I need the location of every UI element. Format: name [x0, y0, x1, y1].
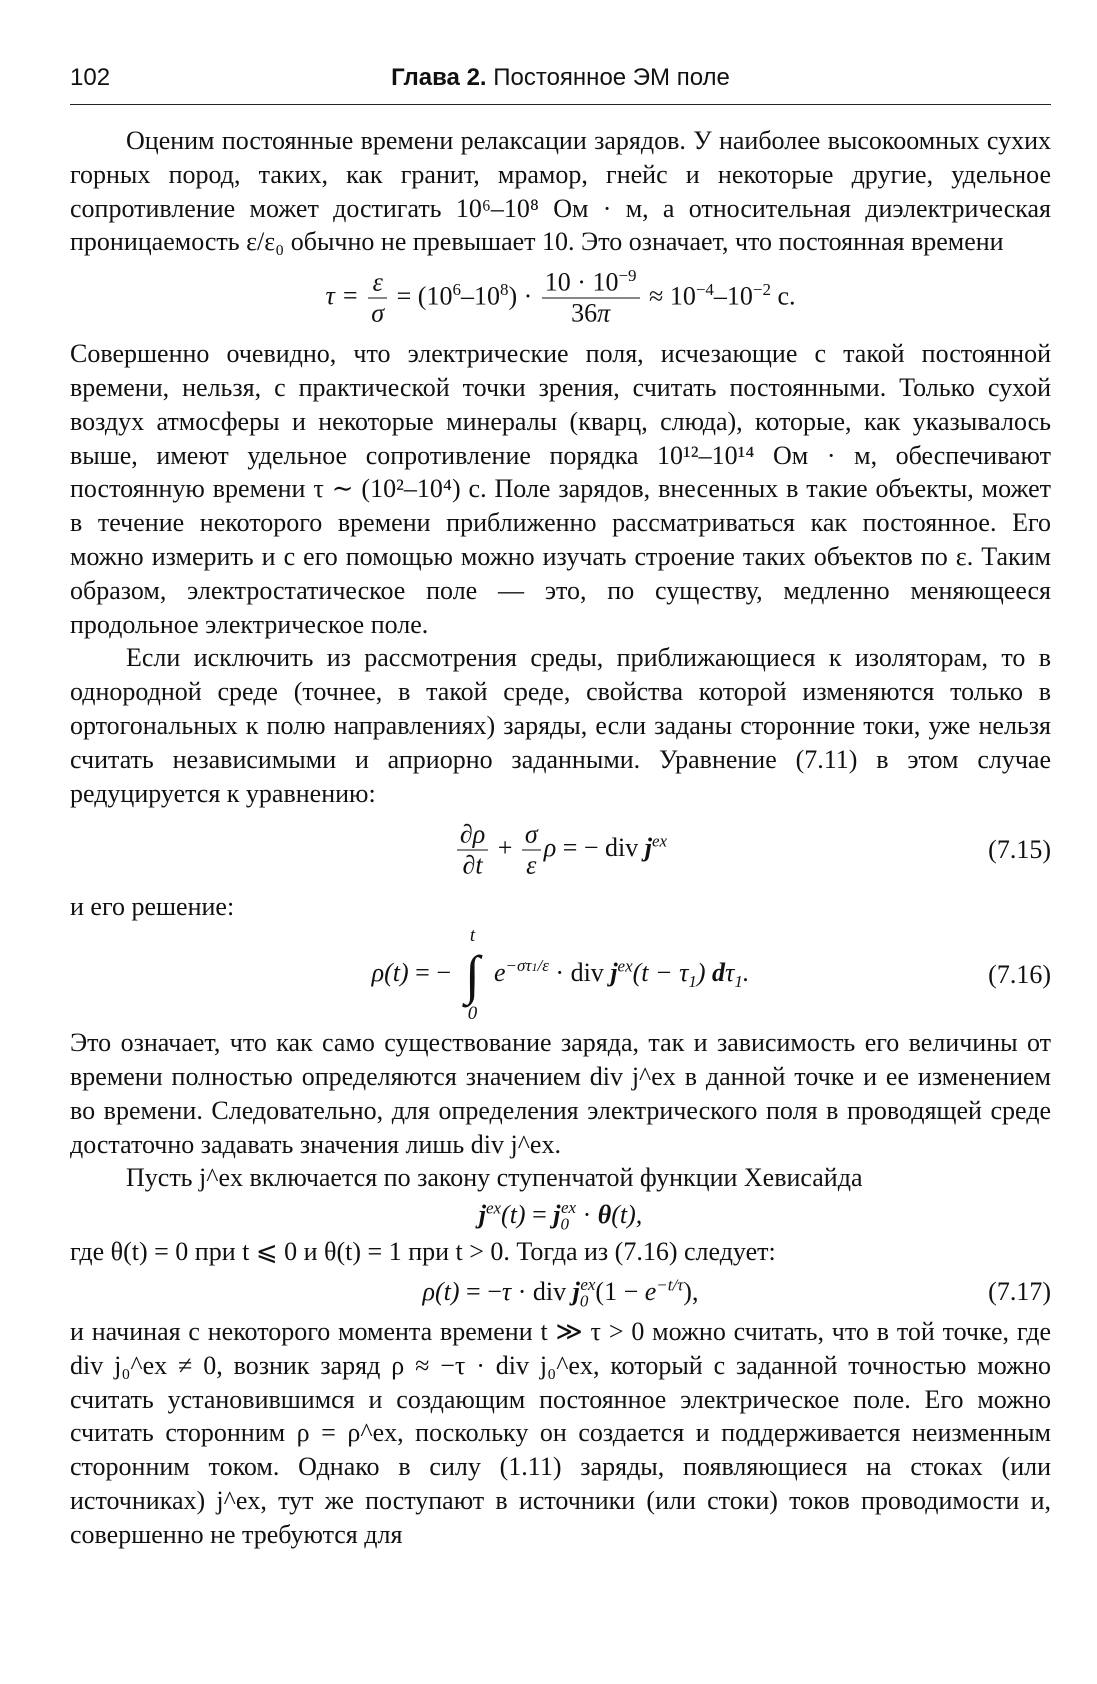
- page-number: 102: [70, 64, 111, 91]
- equation-7-17-content: ρ(t) = −τ · div $j_0^{ex}(1 - e^{-t/\tau})$,: [422, 1275, 699, 1311]
- paragraph-2: Совершенно очевидно, что электрические поля, исчезающие с такой постоянной времени, нельзя, с практической точки зрения, считать постоянными. Только сухой воздух атмосферы и некоторые минералы (кварц, слюда), которые, как указывалось выше, имеют удельное сопротивление порядка 10¹²–10¹⁴ Ом · м, обеспечивают постоянную времени τ ∼ (10²–10⁴) с. Поле зарядов, внесенных в такие объекты, может в течение некоторого времени приближенно рассматриваться как постоянное. Его можно измерить и с его помощью можно изучать строение таких объектов по ε. Таким образом, электростатическое поле — это, по существу, медленно меняющееся продольное электрическое поле.: [70, 339, 1051, 639]
- fraction-sigma-eps: $\frac{\sigma}{\varepsilon}$: [522, 820, 541, 881]
- fraction-drho-dt: $\frac{\partial\rho}{\partial t}$: [457, 820, 488, 881]
- integral-sign: t ∫ 0: [465, 925, 480, 1025]
- chapter-heading: [70, 64, 1051, 92]
- paragraph-1: Оценим постоянные времени релаксации зарядов. У наиболее высокоомных сухих горных пород, таких, как гранит, мрамор, гнейс и некоторые другие, удельное сопротивление может достигать 10⁶–10⁸ Ом · м, а относительная диэлектрическая проницаемость ε/ε₀ обычно не превышает 10. Это означает, что постоянная времени: [70, 126, 1051, 257]
- paragraph-5: Это означает, что как само существование заряда, так и зависимость его величины от времени полностью определяются значением div j^ex в данной точке и ее изменением во времени. Следовательно, для определения электрического поля в проводящей среде достаточно задавать значения лишь div j^ex.: [70, 1028, 1051, 1159]
- paragraph-7: где θ(t) = 0 при t ⩽ 0 и θ(t) = 1 при t > 0. Тогда из (7.16) следует:: [70, 1237, 776, 1267]
- equation-number-7-15: (7.15): [988, 835, 1051, 865]
- fraction-constants: $\frac{10 \cdot 10^{-9}}{36\pi}$: [542, 268, 640, 329]
- equation-7-16: [70, 924, 1051, 1026]
- paragraph-3: Если исключить из рассмотрения среды, приближающиеся к изоляторам, то в однородной среде (точнее, в такой среде, свойства которой изменяются только в ортогональных к полю направлениях) заряды, если заданы сторонние токи, уже нельзя считать независимыми и априорно заданными. Уравнение (7.11) в этом случае редуцируется к уравнению:: [70, 643, 1051, 808]
- equation-7-15-content: $\frac{\partial\rho}{\partial t}$ + $\frac{\sigma}{\varepsilon}$ ρ = − div $j^{ex}$: [70, 820, 1051, 881]
- paragraph-4: и его решение:: [70, 892, 235, 922]
- equation-heaviside: [70, 1195, 1051, 1235]
- page-body: [70, 124, 1051, 1552]
- chapter-label: Глава 2.: [391, 64, 487, 91]
- equation-heaviside-content: $j^{ex}(t) = j_0^{ex} \cdot \theta(t)$,: [478, 1198, 643, 1234]
- paragraph-6: Пусть j^ex включается по закону ступенчатой функции Хевисайда: [126, 1163, 863, 1193]
- equation-tau-content: τ = $\frac{\varepsilon}{\sigma}$ = $(10^6-10^8)$ · $\frac{10 \cdot 10^{-9}}{36\pi}$ ≈ $10^{-4}-10^{-2}$ с.: [325, 266, 796, 328]
- equation-7-15: [70, 810, 1051, 890]
- running-header: [70, 60, 1051, 105]
- paragraph-8: и начиная с некоторого момента времени t ≫ τ > 0 можно считать, что в той точке, где div j₀^ex ≠ 0, возник заряд ρ ≈ −τ · div j₀^ex, который с заданной точностью можно считать установившимся и создающим постоянное электрическое поле. Его можно считать сторонним ρ = ρ^ex, поскольку он создается и поддерживается неизменным сторонним током. Однако в силу (1.11) заряды, появляющиеся на стоках (или источниках) j^ex, тут же поступают в источники (или стоки) токов проводимости и, совершенно не требуются для: [70, 1316, 1051, 1549]
- chapter-title: Постоянное ЭМ поле: [493, 64, 730, 91]
- equation-number-7-16: (7.16): [988, 960, 1051, 990]
- fraction-eps-sigma: $\frac{\varepsilon}{\sigma}$: [368, 268, 387, 329]
- equation-7-17: [70, 1269, 1051, 1315]
- equation-number-7-17: (7.17): [988, 1277, 1051, 1307]
- equation-7-16-content: ρ(t) = − t ∫ 0 $e^{-\sigma\tau 1/\varepsilon}$ · div $j^{ex}(t - \tau_1)$ $d\tau_1$.: [371, 925, 750, 1025]
- equation-tau: [70, 259, 1051, 337]
